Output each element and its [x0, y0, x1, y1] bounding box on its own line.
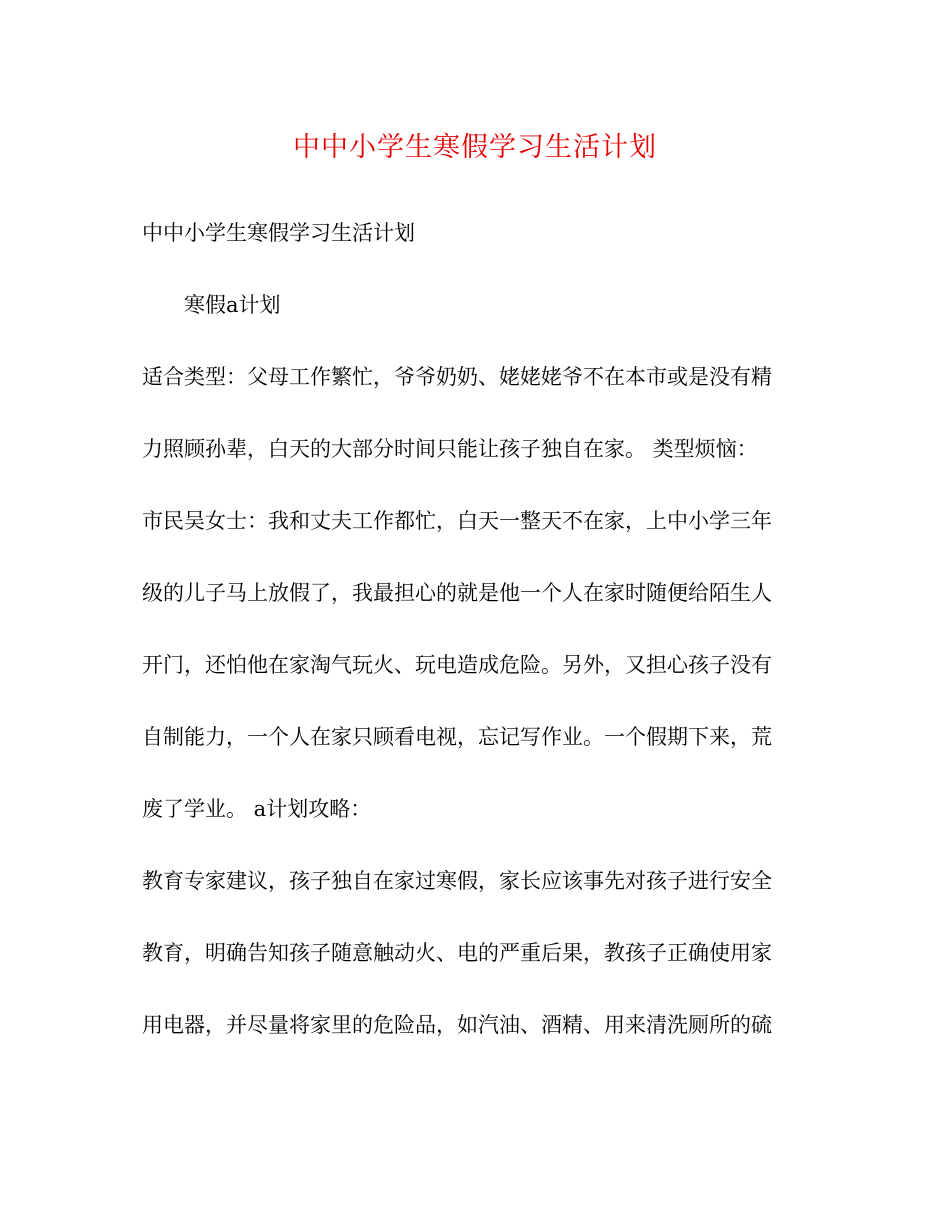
paragraph-line: 市民吴女士：我和丈夫工作都忙，白天一整天不在家，上中小学三年	[142, 509, 772, 533]
document-title: 中中小学生寒假学习生活计划	[293, 132, 657, 163]
section-heading: 寒假a计划	[184, 293, 281, 317]
document-subtitle: 中中小学生寒假学习生活计划	[142, 221, 415, 245]
paragraph-line: 级的儿子马上放假了，我最担心的就是他一个人在家时随便给陌生人	[142, 581, 772, 605]
paragraph-line: 自制能力，一个人在家只顾看电视，忘记写作业。一个假期下来，荒	[142, 725, 772, 749]
paragraph-line: 力照顾孙辈，白天的大部分时间只能让孩子独自在家。 类型烦恼：	[142, 437, 758, 461]
paragraph-line: 适合类型：父母工作繁忙，爷爷奶奶、姥姥姥爷不在本市或是没有精	[142, 365, 772, 389]
paragraph-line: 教育专家建议，孩子独自在家过寒假，家长应该事先对孩子进行安全	[142, 869, 772, 893]
paragraph-line: 开门，还怕他在家淘气玩火、玩电造成危险。另外，又担心孩子没有	[142, 653, 772, 677]
paragraph-line: 教育，明确告知孩子随意触动火、电的严重后果，教孩子正确使用家	[142, 941, 772, 965]
paragraph-line: 用电器，并尽量将家里的危险品，如汽油、酒精、用来清洗厕所的硫	[142, 1013, 772, 1037]
paragraph-line: 废了学业。 a计划攻略：	[142, 797, 372, 821]
